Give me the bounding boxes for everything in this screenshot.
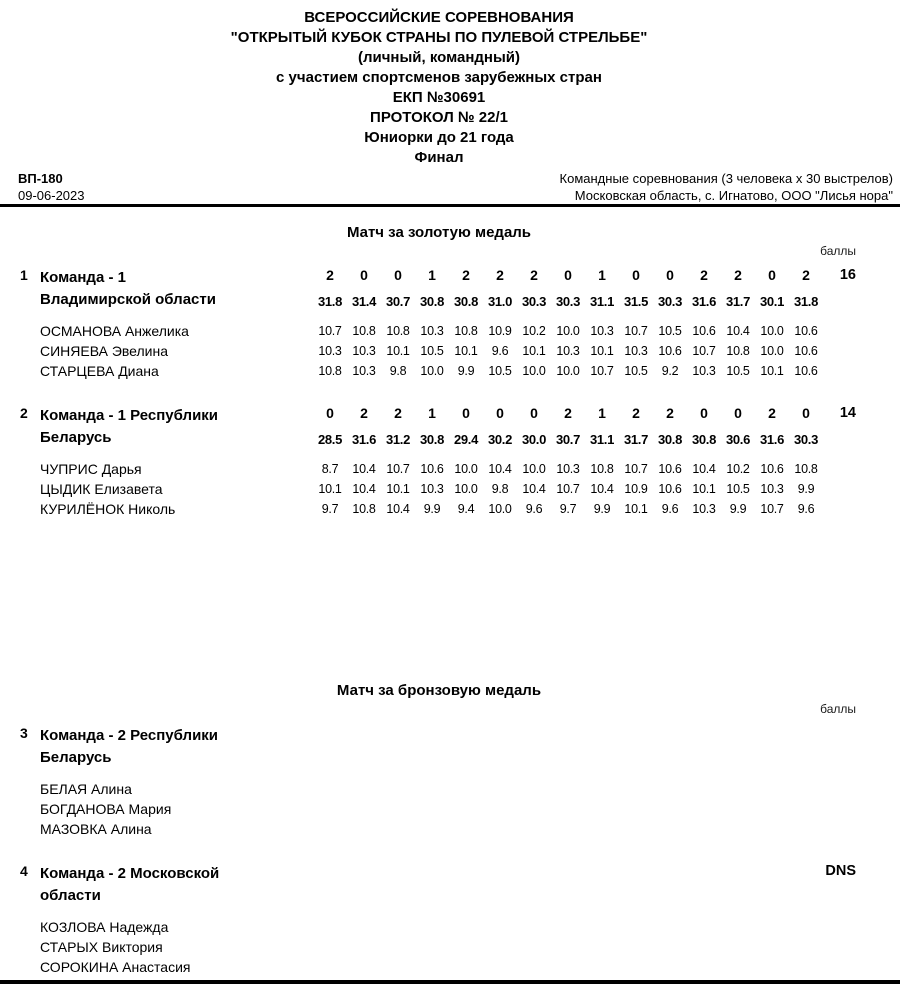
athlete-row — [18, 799, 860, 819]
match-point: 0 — [394, 267, 402, 283]
section-title: Матч за бронзовую медаль — [336, 682, 542, 699]
team-rank: 3 — [20, 725, 28, 741]
series-total: 30.1 — [759, 294, 785, 309]
shot-value: 10.6 — [692, 324, 716, 338]
match-point: 2 — [666, 405, 674, 421]
athlete-name: ЧУПРИС Дарья — [40, 461, 142, 477]
series-total: 30.8 — [453, 294, 479, 309]
shot-value: 10.4 — [692, 462, 716, 476]
team-name-line: Беларусь — [40, 429, 112, 446]
match-point: 2 — [802, 267, 810, 283]
match-point: 2 — [462, 267, 470, 283]
match-sections — [18, 223, 893, 977]
meta-left — [18, 170, 85, 204]
shot-value: 10.8 — [726, 344, 750, 358]
series-total: 31.7 — [725, 294, 751, 309]
athlete-name: СОРОКИНА Анастасия — [40, 959, 191, 975]
series-total: 31.1 — [589, 432, 615, 447]
meta-bar — [18, 170, 893, 204]
match-point: 0 — [326, 405, 334, 421]
athlete-name: КУРИЛЁНОК Николь — [40, 501, 176, 517]
competition-format: Командные соревнования (3 человека x 30 выстрелов) — [559, 171, 893, 186]
shot-value: 10.1 — [760, 364, 784, 378]
section-bronze — [18, 681, 860, 977]
series-total: 31.6 — [759, 432, 785, 447]
series-total: 30.6 — [725, 432, 751, 447]
title-line: Финал — [414, 149, 464, 166]
team-head — [18, 725, 860, 779]
shot-value: 10.0 — [488, 502, 512, 516]
document-title — [18, 8, 860, 168]
match-point: 1 — [428, 405, 436, 421]
shot-value: 10.4 — [386, 502, 410, 516]
team-score: DNS — [825, 863, 856, 879]
event-code: ВП-180 — [18, 171, 63, 186]
athlete-row — [18, 361, 860, 381]
match-point: 2 — [530, 267, 538, 283]
team-name-line: области — [40, 887, 101, 904]
series-total: 30.0 — [521, 432, 547, 447]
points-label: баллы — [820, 702, 856, 716]
title-line: ВСЕРОССИЙСКИЕ СОРЕВНОВАНИЯ — [304, 9, 574, 26]
shot-value: 10.8 — [590, 462, 614, 476]
athlete-row — [18, 459, 860, 479]
shot-value: 10.7 — [318, 324, 342, 338]
shot-value: 10.1 — [624, 502, 648, 516]
team-score — [823, 725, 860, 752]
shot-value: 10.1 — [692, 482, 716, 496]
shot-value: 9.6 — [525, 502, 543, 516]
shot-value: 10.1 — [522, 344, 546, 358]
shot-value: 10.6 — [420, 462, 444, 476]
match-point: 2 — [496, 267, 504, 283]
title-line: Юниорки до 21 года — [364, 129, 514, 146]
shot-value: 10.1 — [454, 344, 478, 358]
shot-value: 10.7 — [590, 364, 614, 378]
shot-value: 10.3 — [760, 482, 784, 496]
match-point: 1 — [428, 267, 436, 283]
event-date: 09-06-2023 — [18, 188, 85, 203]
shot-value: 10.3 — [590, 324, 614, 338]
team-block — [18, 863, 860, 977]
match-point: 2 — [360, 405, 368, 421]
shot-value: 10.3 — [624, 344, 648, 358]
series-total: 31.1 — [589, 294, 615, 309]
athlete-row — [18, 321, 860, 341]
match-point: 2 — [768, 405, 776, 421]
team-name-line: Команда - 2 Московской — [40, 865, 220, 882]
shot-value: 9.6 — [661, 502, 679, 516]
shot-value: 10.4 — [590, 482, 614, 496]
series-total: 30.3 — [657, 294, 683, 309]
shot-value: 9.9 — [729, 502, 747, 516]
series-total: 31.6 — [691, 294, 717, 309]
shot-value: 9.6 — [491, 344, 509, 358]
shot-value: 9.9 — [457, 364, 475, 378]
title-line: ЕКП №30691 — [392, 89, 486, 106]
shot-value: 10.6 — [794, 364, 818, 378]
shot-value: 10.1 — [590, 344, 614, 358]
section-title: Матч за золотую медаль — [346, 224, 532, 241]
shot-value: 9.9 — [593, 502, 611, 516]
athletes — [18, 779, 860, 839]
series-total: 31.5 — [623, 294, 649, 309]
series-total: 30.8 — [419, 294, 445, 309]
athlete-name: СТАРЫХ Виктория — [40, 939, 163, 955]
shot-value: 10.0 — [760, 324, 784, 338]
match-point: 0 — [700, 405, 708, 421]
athlete-name: СТАРЦЕВА Диана — [40, 363, 159, 379]
team-name-line: Команда - 1 — [40, 269, 126, 286]
shot-value: 10.4 — [726, 324, 750, 338]
shot-value: 10.3 — [420, 324, 444, 338]
match-point: 2 — [734, 267, 742, 283]
shot-value: 10.4 — [488, 462, 512, 476]
shot-value: 10.5 — [420, 344, 444, 358]
match-point: 0 — [496, 405, 504, 421]
title-line: "ОТКРЫТЫЙ КУБОК СТРАНЫ ПО ПУЛЕВОЙ СТРЕЛЬБЕ" — [230, 29, 648, 46]
team-head — [18, 863, 860, 917]
athlete-row — [18, 499, 860, 519]
series-total: 30.7 — [385, 294, 411, 309]
match-point: 0 — [802, 405, 810, 421]
shot-value: 9.8 — [491, 482, 509, 496]
meta-right — [560, 170, 893, 204]
match-point: 0 — [632, 267, 640, 283]
athlete-row — [18, 957, 860, 977]
athlete-name: БОГДАНОВА Мария — [40, 801, 172, 817]
shot-value: 10.6 — [760, 462, 784, 476]
team-head — [18, 405, 860, 459]
shot-value: 10.0 — [522, 364, 546, 378]
shot-value: 10.7 — [386, 462, 410, 476]
shot-value: 10.7 — [556, 482, 580, 496]
athletes — [18, 459, 860, 519]
shot-value: 10.7 — [624, 462, 648, 476]
shot-value: 10.0 — [522, 462, 546, 476]
points-label: баллы — [820, 244, 856, 258]
series-total: 31.6 — [351, 432, 377, 447]
shot-value: 10.3 — [352, 364, 376, 378]
shot-value: 10.2 — [522, 324, 546, 338]
team-rank: 4 — [20, 863, 28, 879]
shot-value: 9.9 — [797, 482, 815, 496]
series-total: 30.3 — [793, 432, 819, 447]
shot-value: 10.1 — [318, 482, 342, 496]
athlete-name: СИНЯЕВА Эвелина — [40, 343, 169, 359]
shot-value: 10.3 — [692, 364, 716, 378]
athlete-name: МАЗОВКА Алина — [40, 821, 152, 837]
shot-value: 10.3 — [352, 344, 376, 358]
shot-value: 10.8 — [454, 324, 478, 338]
series-total: 31.2 — [385, 432, 411, 447]
section-gold — [18, 223, 860, 519]
series-total: 31.8 — [793, 294, 819, 309]
shot-value: 10.6 — [658, 482, 682, 496]
shot-value: 10.5 — [726, 364, 750, 378]
match-point: 1 — [598, 267, 606, 283]
series-total: 30.2 — [487, 432, 513, 447]
shot-value: 10.7 — [692, 344, 716, 358]
shot-value: 9.9 — [423, 502, 441, 516]
shot-value: 10.0 — [760, 344, 784, 358]
match-point: 2 — [326, 267, 334, 283]
shot-value: 10.8 — [352, 502, 376, 516]
team-block — [18, 405, 860, 519]
title-line: ПРОТОКОЛ № 22/1 — [370, 109, 508, 126]
shot-value: 10.6 — [658, 462, 682, 476]
shot-value: 9.8 — [389, 364, 407, 378]
shot-value: 10.1 — [386, 482, 410, 496]
series-total: 30.8 — [419, 432, 445, 447]
shot-value: 10.2 — [726, 462, 750, 476]
athlete-row — [18, 479, 860, 499]
series-total: 30.7 — [555, 432, 581, 447]
shot-value: 9.2 — [661, 364, 679, 378]
shot-value: 10.9 — [624, 482, 648, 496]
shot-value: 10.6 — [794, 324, 818, 338]
team-name — [40, 267, 313, 321]
shot-value: 10.3 — [556, 344, 580, 358]
shot-value: 10.3 — [692, 502, 716, 516]
bottom-rule — [0, 980, 900, 984]
athlete-row — [18, 341, 860, 361]
team-name-line: Команда - 1 Республики — [40, 407, 219, 424]
team-name-line: Команда - 2 Республики — [40, 727, 219, 744]
shot-value: 10.7 — [760, 502, 784, 516]
team-rank: 2 — [20, 405, 28, 421]
athlete-row — [18, 917, 860, 937]
match-point: 2 — [632, 405, 640, 421]
venue: Московская область, с. Игнатово, ООО "Лисья нора" — [574, 188, 893, 203]
shot-value: 10.8 — [386, 324, 410, 338]
athlete-name: ЦЫДИК Елизавета — [40, 481, 163, 497]
series-total: 30.3 — [521, 294, 547, 309]
match-point: 0 — [734, 405, 742, 421]
match-point: 0 — [530, 405, 538, 421]
team-name — [40, 725, 313, 779]
shot-value: 10.1 — [386, 344, 410, 358]
series-total: 31.0 — [487, 294, 513, 309]
shot-value: 10.4 — [522, 482, 546, 496]
shot-value: 10.5 — [624, 364, 648, 378]
shot-value: 10.6 — [794, 344, 818, 358]
athlete-row — [18, 819, 860, 839]
match-point: 0 — [666, 267, 674, 283]
shot-value: 10.8 — [352, 324, 376, 338]
athlete-row — [18, 937, 860, 957]
shot-value: 9.4 — [457, 502, 475, 516]
shot-value: 10.0 — [556, 364, 580, 378]
shot-value: 10.6 — [658, 344, 682, 358]
shot-value: 10.5 — [658, 324, 682, 338]
series-total: 31.8 — [317, 294, 343, 309]
shot-value: 10.5 — [726, 482, 750, 496]
team-block — [18, 267, 860, 381]
match-point: 0 — [360, 267, 368, 283]
team-block — [18, 725, 860, 839]
series-total: 30.8 — [691, 432, 717, 447]
athletes — [18, 917, 860, 977]
shot-value: 10.4 — [352, 462, 376, 476]
shot-value: 10.0 — [556, 324, 580, 338]
shot-value: 10.4 — [352, 482, 376, 496]
header-rule — [0, 204, 900, 207]
athlete-row — [18, 779, 860, 799]
shot-value: 10.3 — [420, 482, 444, 496]
shot-value: 9.7 — [321, 502, 339, 516]
athletes — [18, 321, 860, 381]
series-total: 30.8 — [657, 432, 683, 447]
shot-value: 10.0 — [454, 482, 478, 496]
shot-value: 10.3 — [556, 462, 580, 476]
series-total: 29.4 — [453, 432, 479, 447]
shot-value: 10.5 — [488, 364, 512, 378]
team-score: 14 — [839, 405, 856, 421]
team-name — [40, 405, 313, 459]
match-point: 2 — [564, 405, 572, 421]
shot-value: 10.8 — [318, 364, 342, 378]
series-total: 31.4 — [351, 294, 377, 309]
shot-value: 8.7 — [321, 462, 339, 476]
shot-value: 10.0 — [454, 462, 478, 476]
athlete-name: КОЗЛОВА Надежда — [40, 919, 169, 935]
title-line: (личный, командный) — [357, 49, 521, 66]
shot-value: 10.0 — [420, 364, 444, 378]
athlete-name: ОСМАНОВА Анжелика — [40, 323, 189, 339]
match-point: 2 — [394, 405, 402, 421]
team-name-line: Владимирской области — [40, 291, 216, 308]
series-total: 30.3 — [555, 294, 581, 309]
athlete-name: БЕЛАЯ Алина — [40, 781, 132, 797]
series-total: 31.7 — [623, 432, 649, 447]
match-point: 0 — [462, 405, 470, 421]
match-point: 2 — [700, 267, 708, 283]
team-head — [18, 267, 860, 321]
shot-value: 10.8 — [794, 462, 818, 476]
team-name — [40, 863, 313, 917]
shot-value: 9.6 — [797, 502, 815, 516]
match-point: 0 — [768, 267, 776, 283]
match-point: 0 — [564, 267, 572, 283]
shot-value: 10.7 — [624, 324, 648, 338]
series-total: 28.5 — [317, 432, 343, 447]
shot-value: 9.7 — [559, 502, 577, 516]
match-point: 1 — [598, 405, 606, 421]
team-score: 16 — [839, 267, 856, 283]
title-line: с участием спортсменов зарубежных стран — [276, 69, 602, 86]
shot-value: 10.9 — [488, 324, 512, 338]
team-rank: 1 — [20, 267, 28, 283]
shot-value: 10.3 — [318, 344, 342, 358]
team-name-line: Беларусь — [40, 749, 112, 766]
